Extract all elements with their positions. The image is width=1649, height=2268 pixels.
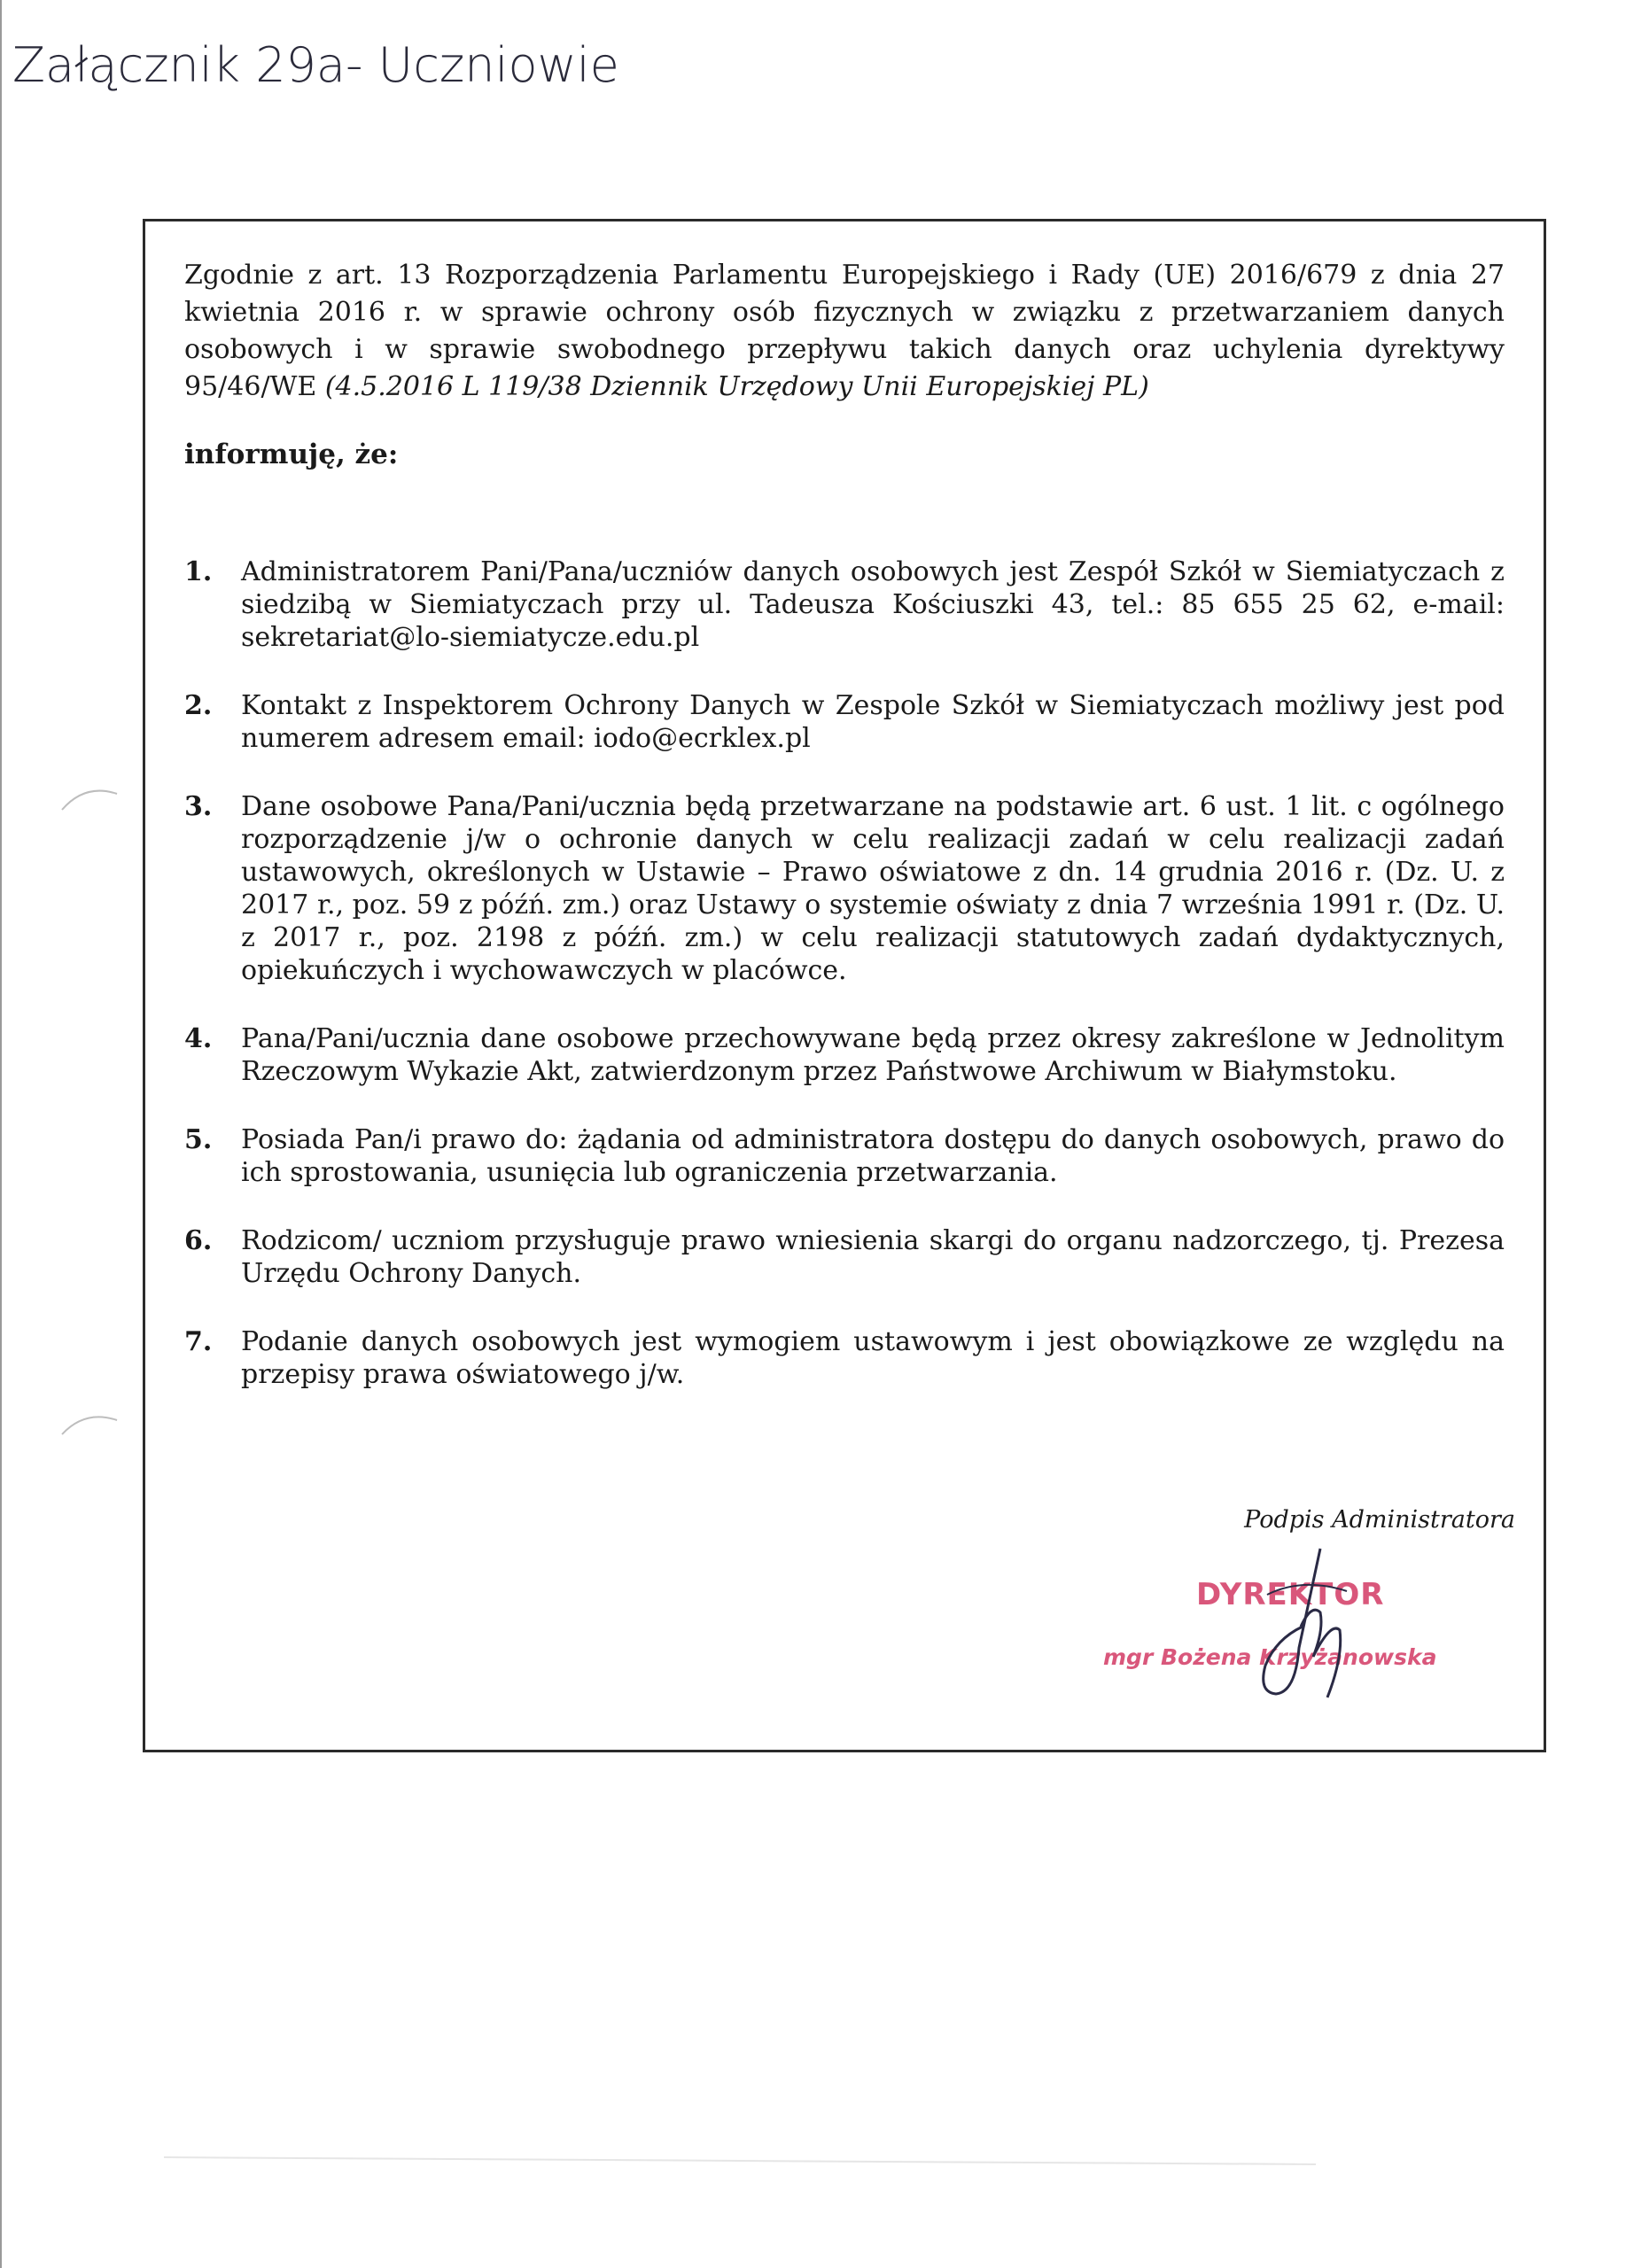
signature-caption: Podpis Administratora xyxy=(1244,1506,1515,1534)
stamp-title: DYREKTOR xyxy=(1196,1577,1385,1612)
document-frame xyxy=(143,219,1546,1752)
item-number: 1. xyxy=(184,556,213,587)
punch-mark-top xyxy=(58,780,121,815)
scan-edge xyxy=(0,0,2,2268)
list-item xyxy=(184,1325,1505,1391)
document-content xyxy=(184,257,1505,1426)
list-item xyxy=(184,555,1505,654)
handwritten-note xyxy=(12,27,810,106)
item-text: Pana/Pani/ucznia dane osobowe przechowywane będą przez okresy zakreślone w Jednolitym Rzeczowym Wykazie Akt, zatwierdzonym przez Państwowe Archiwum w Białymstoku. xyxy=(241,1023,1505,1087)
intro-paragraph xyxy=(184,257,1505,406)
list-item xyxy=(184,1224,1505,1290)
item-text: Posiada Pan/i prawo do: żądania od administratora dostępu do danych osobowych, prawo do ich sprostowania, usunięcia lub ograniczenia przetwarzania. xyxy=(241,1124,1505,1188)
item-number: 5. xyxy=(184,1124,213,1155)
handwritten-signature xyxy=(1214,1542,1391,1701)
lead-text: informuję, że: xyxy=(184,439,399,470)
list-item xyxy=(184,1022,1505,1088)
punch-mark-bottom xyxy=(58,1404,121,1440)
signature-area xyxy=(1054,1506,1515,1719)
page-bottom-line xyxy=(164,2156,1316,2165)
intro-text: Zgodnie z art. 13 Rozporządzenia Parlamentu Europejskiego i Rady (UE) 2016/679 z dnia 27 kwietnia 2016 r. w sprawie ochrony osób fizycznych w związku z przetwarzaniem danych osobowych i w sprawie swobodnego przepływu takich danych oraz uchylenia dyrektywy 95/46/WE xyxy=(184,260,1505,402)
item-text: Dane osobowe Pana/Pani/ucznia będą przetwarzane na podstawie art. 6 ust. 1 lit. c ogólnego rozporządzenie j/w o ochronie danych w celu realizacji zadań w celu realizacji zadań ustawowych, określonych w Ustawie – Prawo oświatowe z dn. 14 grudnia 2016 r. (Dz. U. z 2017 r., poz. 59 z późń. zm.) oraz Ustawy o systemie oświaty z dnia 7 września 1991 r. (Dz. U. z 2017 r., poz. 2198 z późń. zm.) w celu realizacji statutowych zadań dydaktycznych, opiekuńczych i wychowawczych w placówce. xyxy=(241,791,1505,986)
item-number: 7. xyxy=(184,1326,213,1357)
list-item xyxy=(184,689,1505,755)
item-number: 2. xyxy=(184,690,213,721)
item-number: 4. xyxy=(184,1023,213,1054)
item-text: Administratorem Pani/Pana/uczniów danych osobowych jest Zespół Szkół w Siemiatyczach z siedzibą w Siemiatyczach przy ul. Tadeusza Kościuszki 43, tel.: 85 655 25 62, e-mail: sekretariat@lo-siemiatycze.edu.pl xyxy=(241,556,1505,653)
item-text: Podanie danych osobowych jest wymogiem ustawowym i jest obowiązkowe ze względu na przepisy prawa oświatowego j/w. xyxy=(241,1326,1505,1390)
information-list xyxy=(184,555,1505,1391)
handwritten-note-text: Załącznik 29a- Uczniowie xyxy=(12,37,619,93)
item-text: Kontakt z Inspektorem Ochrony Danych w Zespole Szkół w Siemiatyczach możliwy jest pod numerem adresem email: iodo@ecrklex.pl xyxy=(241,690,1505,754)
list-item xyxy=(184,1123,1505,1189)
item-number: 3. xyxy=(184,791,213,822)
list-item xyxy=(184,790,1505,987)
intro-reference: (4.5.2016 L 119/38 Dziennik Urzędowy Unii Europejskiej PL) xyxy=(324,371,1149,402)
stamp-name: mgr Bożena Krzyżanowska xyxy=(1103,1644,1437,1670)
item-number: 6. xyxy=(184,1225,213,1256)
item-text: Rodzicom/ uczniom przysługuje prawo wniesienia skargi do organu nadzorczego, tj. Prezesa Urzędu Ochrony Danych. xyxy=(241,1225,1505,1289)
